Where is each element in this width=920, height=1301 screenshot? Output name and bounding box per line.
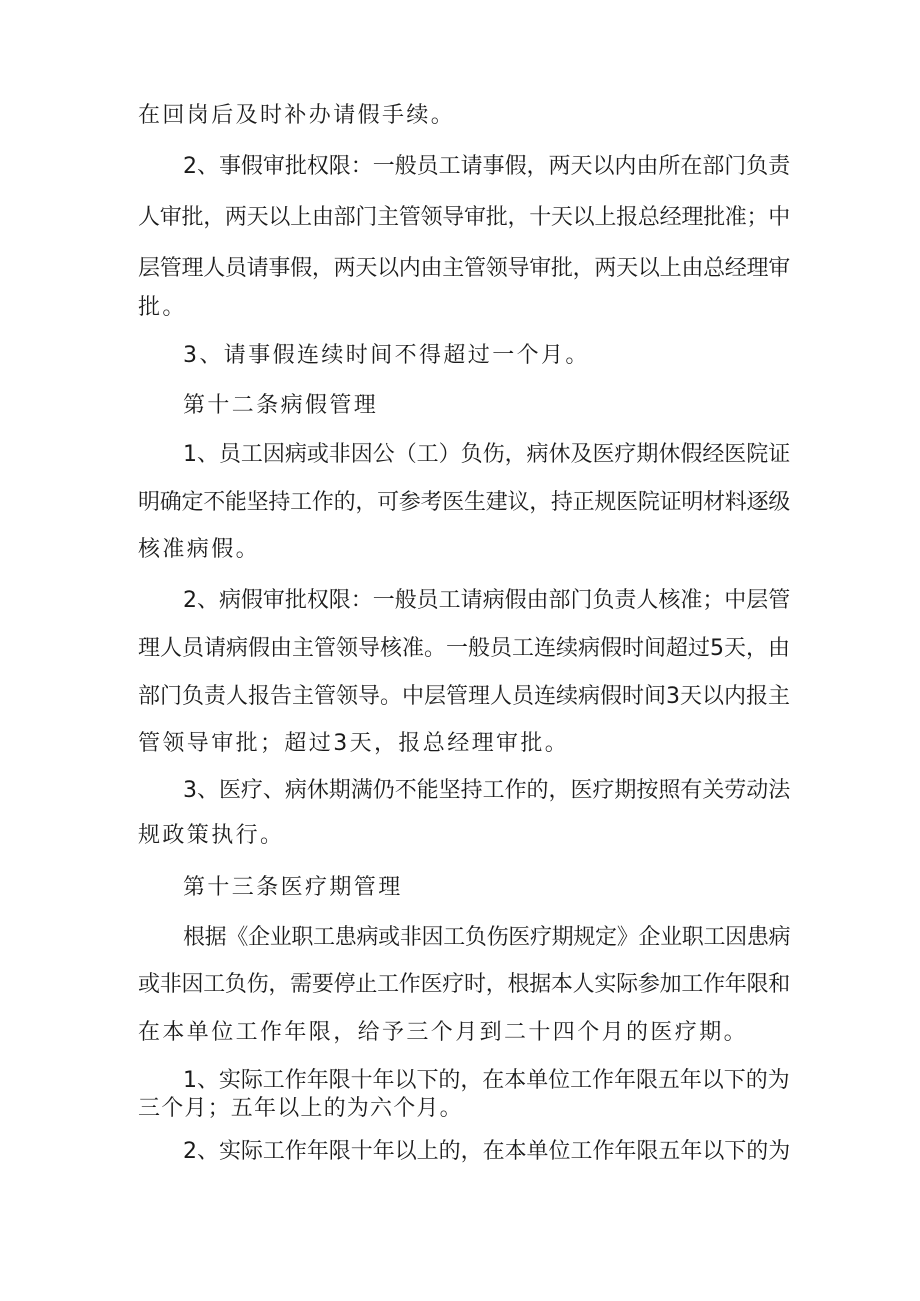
text-line: 1、实际工作年限十年以下的，在本单位工作年限五年以下的为 [183, 1068, 790, 1093]
text-line: 明确定不能坚持工作的，可参考医生建议，持正规医院证明材料逐级 [138, 490, 791, 515]
text-line: 3、医疗、病休期满仍不能坚持工作的，医疗期按照有关劳动法 [183, 778, 791, 803]
text-line: 2、病假审批权限：一般员工请病假由部门负责人核准；中层管 [183, 588, 791, 613]
text-line: 根据《企业职工患病或非因工负伤医疗期规定》企业职工因患病 [183, 925, 791, 950]
text-line: 人审批，两天以上由部门主管领导审批，十天以上报总经理批准；中 [138, 205, 791, 230]
text-line: 部门负责人报告主管领导。中层管理人员连续病假时间3天以内报主 [138, 684, 790, 709]
text-line: 批。 [138, 295, 187, 320]
text-line: 核准病假。 [138, 537, 261, 562]
text-line: 2、事假审批权限：一般员工请事假，两天以内由所在部门负责 [183, 154, 791, 179]
text-line: 或非因工负伤，需要停止工作医疗时，根据本人实际参加工作年限和 [138, 972, 791, 997]
text-line: 3、请事假连续时间不得超过一个月。 [183, 343, 590, 368]
text-line: 在本单位工作年限，给予三个月到二十四个月的医疗期。 [138, 1020, 749, 1045]
text-line: 规政策执行。 [138, 823, 285, 848]
text-line: 在回岗后及时补办请假手续。 [138, 103, 456, 128]
section-heading: 第十三条医疗期管理 [183, 875, 403, 900]
text-line: 层管理人员请事假，两天以内由主管领导审批，两天以上由总经理审 [138, 256, 791, 281]
text-line: 2、实际工作年限十年以上的，在本单位工作年限五年以下的为 [183, 1139, 791, 1164]
text-line: 1、员工因病或非因公（工）负伤，病休及医疗期休假经医院证 [183, 442, 791, 467]
section-heading: 第十二条病假管理 [183, 393, 379, 418]
text-line: 理人员请病假由主管领导核准。一般员工连续病假时间超过5天，由 [138, 636, 790, 661]
text-line: 管领导审批；超过3天，报总经理审批。 [138, 731, 570, 756]
text-line: 三个月；五年以上的为六个月。 [138, 1096, 463, 1121]
